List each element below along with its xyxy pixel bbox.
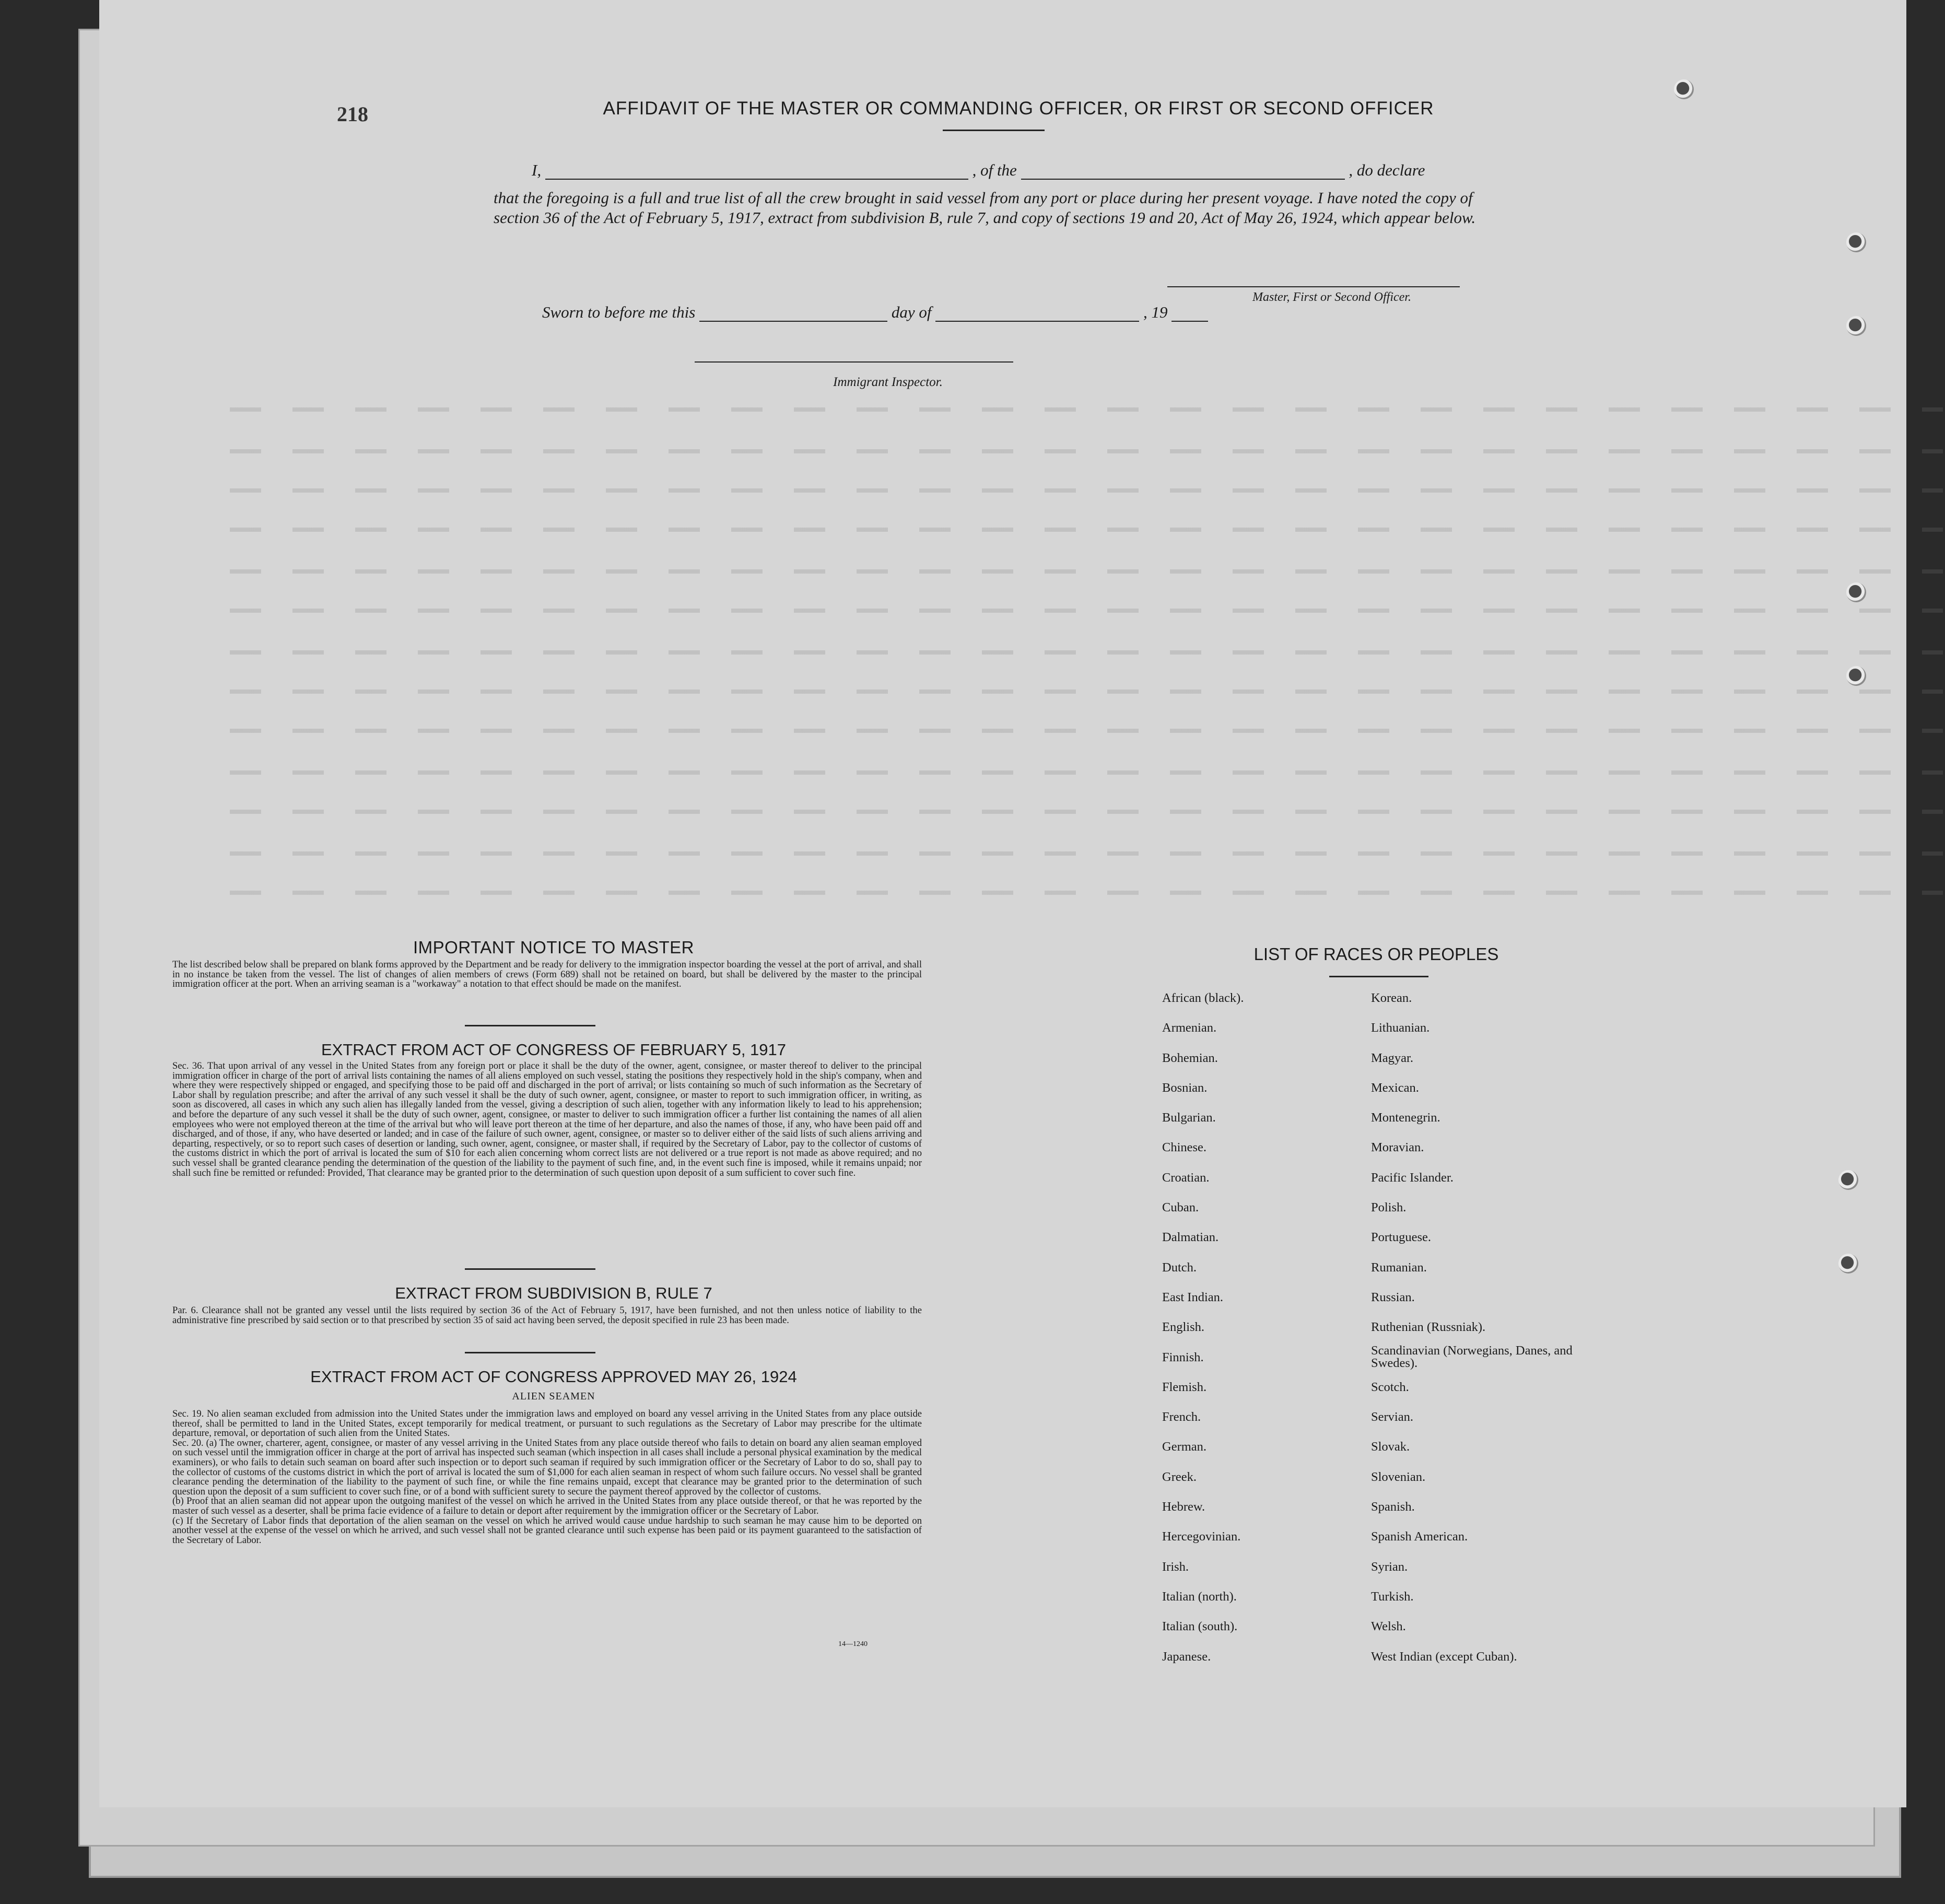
affidavit-title: AFFIDAVIT OF THE MASTER OR COMMANDING OFFICER, OR FIRST OR SECOND OFFICER (603, 98, 1434, 119)
race-entry: Magyar. (1371, 1050, 1413, 1065)
race-entry: Hercegovinian. (1162, 1529, 1241, 1544)
vessel-name-field[interactable] (1021, 163, 1345, 180)
show-through-row (230, 569, 1943, 574)
race-entry: Spanish American. (1371, 1529, 1468, 1544)
race-entry: Korean. (1371, 991, 1412, 1005)
punch-hole (1838, 1254, 1858, 1274)
race-entry: Servian. (1371, 1410, 1413, 1424)
race-entry: Welsh. (1371, 1619, 1406, 1634)
inspector-signature-line[interactable] (695, 361, 1013, 363)
sworn-year-field[interactable] (1171, 305, 1208, 322)
extract-rule7-body: Par. 6. Clearance shall not be granted any vessel until the lists required by section 36 of the Act of February 5, 1917, have been furnished, and not then unless notice of liability to the administrative fine prescribed by said section or to that prescribed by section 35 of said act having been served, the deposit specified in rule 23 has been made. (172, 1305, 922, 1326)
race-entry: Polish. (1371, 1200, 1407, 1215)
race-entry: African (black). (1162, 991, 1244, 1005)
race-entry: Dutch. (1162, 1260, 1197, 1275)
sworn-line (542, 303, 1263, 322)
sworn-prefix: Sworn to before me this (542, 303, 696, 321)
race-entry: Bohemian. (1162, 1050, 1218, 1065)
sworn-day-of: day of (891, 303, 932, 321)
race-entry: Ruthenian (Russniak). (1371, 1320, 1486, 1335)
punch-hole (1846, 232, 1866, 252)
race-entry: Portuguese. (1371, 1230, 1431, 1245)
punch-hole (1846, 316, 1866, 336)
race-entry: English. (1162, 1320, 1204, 1335)
show-through-row (230, 528, 1943, 532)
extract-1917-body: Sec. 36. That upon arrival of any vessel in the United States from any foreign port or place it shall be the duty of the owner, agent, consignee, or master thereof to deliver to the principal immigration officer in charge of the port of arrival lists containing the names of all aliens employed on such vessel, stating the positions they respectively hold in the ship's company, when and where they were respectively shipped or engaged, and specifying those to be paid off and discharged in the port of arrival; or lists containing so much of such information as the Secretary of Labor shall by regulation prescribe; and after the arrival of any such vessel it shall be the duty of such owner, agent, consignee, or master to report to such immigration officer, in writing, as soon as discovered, all cases in which any such alien has illegally landed from the vessel, giving a description of such alien, together with any information likely to lead to his apprehension; and before the departure of any such vessel it shall be the duty of such owner, agent, consignee, or master to deliver to such immigration officer a further list containing the names of all alien employees who were not employed thereon at the time of the arrival but who will leave port thereon at the time of her departure, and also the names of those, if any, who have been paid off and discharged, and of those, if any, who have deserted or landed; and in case of the failure of such owner, agent, consignee, or master so to deliver either of the said lists of such aliens arriving and departing, respectively, or so to report such cases of desertion or landing, such owner, agent, consignee, or master shall, if required by the Secretary of Labor, pay to the collector of customs of the customs district in which the port of arrival is located the sum of $10 for each alien concerning whom correct lists are not delivered or a true report is not made as above required; and no such vessel shall be granted clearance pending the determination of the question of the liability to the payment of such fine, and, in the event such fine is imposed, while it remains unpaid; nor shall such fine be remitted or refunded: Provided, That clearance may be granted prior to the determination of such question upon deposit of a sum sufficient to cover such fine. (172, 1060, 922, 1178)
race-entry: Rumanian. (1371, 1260, 1427, 1275)
show-through-row (230, 770, 1943, 775)
extract-1917-heading: EXTRACT FROM ACT OF CONGRESS OF FEBRUARY 5, 1917 (321, 1041, 787, 1059)
punch-hole (1846, 582, 1866, 602)
punch-hole (1838, 1170, 1858, 1190)
sworn-year-prefix: , 19 (1143, 303, 1168, 321)
signature-label: Master, First or Second Officer. (1252, 290, 1411, 304)
race-entry: Greek. (1162, 1469, 1197, 1484)
alien-seamen-subheading: ALIEN SEAMEN (512, 1391, 595, 1402)
races-column-a (1162, 983, 1340, 1672)
race-entry: Armenian. (1162, 1021, 1217, 1035)
section-divider (465, 1025, 595, 1026)
race-entry: German. (1162, 1440, 1207, 1454)
race-entry: Russian. (1371, 1290, 1415, 1304)
race-entry: Italian (south). (1162, 1619, 1238, 1634)
race-entry: Hebrew. (1162, 1500, 1205, 1514)
race-entry: Slovak. (1371, 1440, 1410, 1454)
race-entry: Flemish. (1162, 1380, 1207, 1394)
extract-1924-heading: EXTRACT FROM ACT OF CONGRESS APPROVED MAY 26, 1924 (310, 1368, 797, 1386)
race-entry: Moravian. (1371, 1140, 1424, 1155)
race-entry: Scandinavian (Norwegians, Danes, and Swedes). (1371, 1343, 1573, 1370)
race-entry: Spanish. (1371, 1500, 1415, 1514)
race-entry: Turkish. (1371, 1589, 1414, 1604)
sworn-month-field[interactable] (935, 305, 1139, 322)
race-entry: West Indian (except Cuban). (1371, 1649, 1517, 1664)
race-entry: Pacific Islander. (1371, 1170, 1454, 1185)
signature-line[interactable] (1167, 286, 1460, 287)
declaration-text: that the foregoing is a full and true list of all the crew brought in said vessel from any port or place during her present voyage. I have noted the copy of section 36 of the Act of February 5, 1917, extract from subdivision B, rule 7, and copy of sections 19 and 20, Act of May 26, 1924, which appear below. (494, 189, 1476, 227)
race-entry: Mexican. (1371, 1080, 1419, 1095)
show-through-row (230, 810, 1943, 814)
race-entry: French. (1162, 1410, 1201, 1424)
race-entry: Bulgarian. (1162, 1111, 1216, 1125)
section-19-text: Sec. 19. No alien seaman excluded from admission into the United States under the immigration laws and employed on board any vessel arriving in the United States from any place outside thereof, shall be permitted to land in the United States, except temporarily for medical treatment, or pursuant to such regulations as the Secretary of Labor may prescribe for the ultimate departure, removal, or deportation of such alien from the United States. (172, 1408, 922, 1439)
declare-suffix: , do declare (1349, 161, 1425, 179)
declarant-prefix: I, (532, 161, 542, 179)
race-entry: Cuban. (1162, 1200, 1199, 1215)
races-heading: LIST OF RACES OR PEOPLES (1253, 944, 1499, 964)
section-20c-text: (c) If the Secretary of Labor finds that deportation of the alien seaman on the vessel on which he arrived would cause undue hardship to such seaman he may cause him to be deported on another vessel at the expense of the vessel on which he arrived, and such vessel shall not be granted clearance until such expense has been paid or its payment guaranteed to the satisfaction of the Secretary of Labor. (172, 1515, 922, 1546)
reference-mark: 218 (337, 102, 368, 126)
show-through-row (230, 449, 1943, 453)
race-entry: Bosnian. (1162, 1080, 1208, 1095)
inspector-label: Immigrant Inspector. (833, 375, 943, 389)
show-through-row (230, 650, 1943, 655)
section-divider (465, 1268, 595, 1270)
section-20a-text: Sec. 20. (a) The owner, charterer, agent, consignee, or master of any vessel arriving in the United States from any place outside thereof who fails to detain on board any alien seaman employed on such vessel until the immigration officer in charge at the port of arrival has inspected such seaman (which inspection in all cases shall include a personal physical examination by the medical examiners), or who fails to detain such seaman on board after such inspection or to deport such seaman if required by such immigration officer or the Secretary of Labor to do so, shall pay to the collector of customs of the customs district in which the port of arrival is located the sum of $1,000 for each alien seaman in respect of whom such failure occurs. No vessel shall be granted clearance pending the determination of the liability to the payment of such fine, or while the fine remains unpaid, except that clearance may be granted prior to the determination of such question upon the deposit of a sum sufficient to cover such fine, or of a bond with sufficient surety to secure the payment thereof approved by the collector of customs. (172, 1437, 922, 1497)
vessel-prefix: , of the (972, 161, 1017, 179)
race-entry: Italian (north). (1162, 1589, 1237, 1604)
races-column-b (1371, 983, 1590, 1672)
show-through-row (230, 891, 1943, 895)
show-through-row (230, 851, 1943, 856)
race-entry: Montenegrin. (1371, 1111, 1440, 1125)
title-divider (943, 130, 1045, 131)
race-entry: East Indian. (1162, 1290, 1224, 1304)
race-entry: Scotch. (1371, 1380, 1409, 1394)
race-entry: Croatian. (1162, 1170, 1210, 1185)
section-20b-text: (b) Proof that an alien seaman did not appear upon the outgoing manifest of the vessel on which he arrived in the United States from any place outside thereof, or that he was reported by the master of such vessel as a deserter, shall be prima facie evidence of a failure to detain or deport after requirement by the immigration officer or the Secretary of Labor. (172, 1496, 922, 1516)
race-entry: Lithuanian. (1371, 1021, 1430, 1035)
extract-rule7-heading: EXTRACT FROM SUBDIVISION B, RULE 7 (395, 1284, 712, 1302)
show-through-row (230, 729, 1943, 733)
race-entry: Syrian. (1371, 1559, 1408, 1574)
show-through-row (230, 690, 1943, 694)
race-entry: Irish. (1162, 1559, 1189, 1574)
race-entry: Finnish. (1162, 1350, 1204, 1364)
declarant-name-field[interactable] (545, 163, 968, 180)
race-entry: Dalmatian. (1162, 1230, 1219, 1245)
sworn-day-field[interactable] (699, 305, 887, 322)
race-entry: Slovenian. (1371, 1469, 1426, 1484)
punch-hole (1674, 79, 1694, 99)
show-through-row (230, 488, 1943, 493)
notice-heading: IMPORTANT NOTICE TO MASTER (413, 938, 694, 957)
notice-body: The list described below shall be prepared on blank forms approved by the Department and be ready for delivery to the immigration inspector boarding the vessel at the port of arrival, and shall in no instance be taken from the vessel. The list of changes of alien members of crews (Form 689) shall not be retained on board, but shall be delivered by the master to the principal immigration officer at the port. When an arriving seaman is a "workaway" a notation to that effect should be made on the manifest. (172, 959, 922, 990)
form-number: 14—1240 (838, 1640, 868, 1648)
show-through-row (230, 407, 1943, 412)
extract-1924-body (172, 1409, 922, 1545)
punch-hole (1846, 666, 1866, 686)
show-through-row (230, 609, 1943, 613)
races-divider (1329, 976, 1428, 977)
race-entry: Chinese. (1162, 1140, 1207, 1155)
declaration-line (532, 161, 1498, 180)
race-entry: Japanese. (1162, 1649, 1211, 1664)
section-divider (465, 1352, 595, 1353)
